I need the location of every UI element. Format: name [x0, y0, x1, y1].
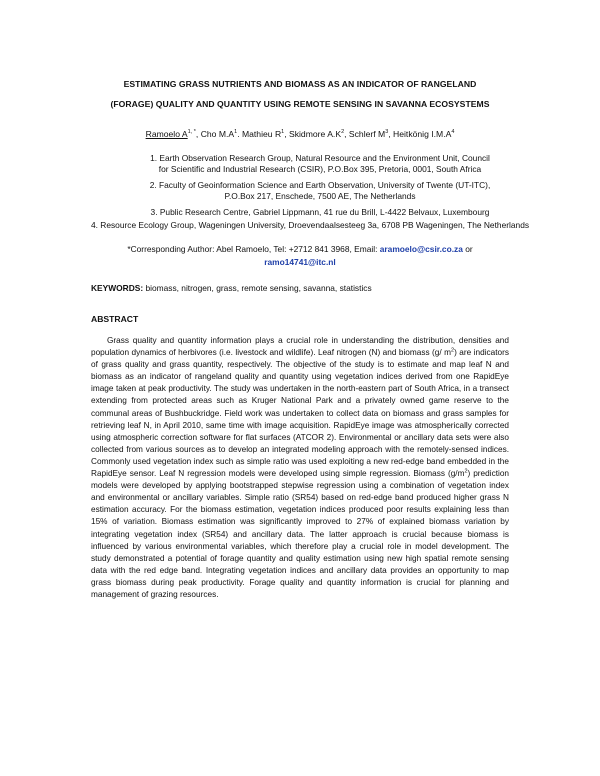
keywords-text: biomass, nitrogen, grass, remote sensing, savanna, statistics: [143, 283, 372, 293]
author-mathieu-sup: 1: [281, 129, 285, 136]
affiliation-2: 2. Faculty of Geoinformation Science and Earth Observation, University of Twente (UT-ITC), P.O.Box 217, Enschede, 7500 AE, The Netherlands: [149, 180, 491, 201]
author-mathieu: . Mathieu R: [237, 129, 282, 139]
corresponding-prefix: *Corresponding Author: Abel Ramoelo, Tel: +2712 841 3968, Email:: [127, 244, 380, 254]
author-cho-sup: 1: [234, 129, 238, 136]
abstract-sup-2: 2: [464, 468, 468, 475]
abstract-part-1: Grass quality and quantity information plays a crucial role in understanding the distribution, densities and population dynamics of herbivores (i.e. livestock and wildlife). Leaf nitrogen (N) and biomass (g/ m: [91, 336, 509, 358]
affiliation-3: 3. Public Research Centre, Gabriel Lippmann, 41 rue du Brill, L-4422 Belvaux, Luxembourg: [150, 207, 490, 217]
author-skidmore: , Skidmore A.K: [284, 129, 342, 139]
title-line-1: ESTIMATING GRASS NUTRIENTS AND BIOMASS AS AN INDICATOR OF RANGELAND: [123, 79, 477, 89]
email-link-itc[interactable]: ramo14741@itc.nl: [264, 257, 336, 267]
author-list: [60, 129, 540, 139]
abstract-part-3: ) prediction models were developed by applying bootstrapped stepwise regression using a combination of vegetation index and environmental or ancillary variables. Simple ratio (SR54) based on red-edge band produced higher grass N estimation accuracy. For the biomass estimation, vegetation indices produced poor results explaining less than 15% of variation. Biomass estimation was significantly improved to 27% of explained biomass variation by integrating vegetation index (SR54) and ancillary data. The latter approach is crucial because biomass is influenced by various environmental variables, which therefore play a crucial role in model development. The study demonstrated a potential of forage quantity and quality estimation using new high spatial remote sensing data with the red edge band. Integrating vegetation indices and ancillary data provides an opportunity to map grass biomass during peak productivity. Forage quality and quantity information is crucial for planning and management of grazing resources.: [91, 469, 509, 599]
email-link-csir[interactable]: aramoelo@csir.co.za: [379, 244, 463, 254]
affiliation-1: 1. Earth Observation Research Group, Natural Resource and the Environment Unit, Council for Scientific and Industrial Research (CSIR), P.O.Box 395, Pretoria, 0001, South Africa: [150, 153, 490, 174]
title-line-2: (FORAGE) QUALITY AND QUANTITY USING REMOTE SENSING IN SAVANNA ECOSYSTEMS: [110, 99, 490, 109]
abstract-body: [91, 335, 509, 601]
corresponding-author: [60, 243, 540, 269]
abstract-part-2: ) are indicators of grass quality and grass quantity, respectively. The objective of the study is to estimate and map leaf N and biomass as an indicator of rangeland quality and quantity using vegetation indices derived from one RapidEye image taken at peak productivity. The study was undertaken in the north-eastern part of South Africa, in a transect extending from protected areas such as Kruger National Park and a privately owned game reserve to the communal areas of Bushbuckridge. Field work was undertaken to collect data on biomass and grass samples for retrieving leaf N, in April 2010, same time with image acquisition. RapidEye image was atmospherically corrected using atmospheric correction software for flat surfaces (ATCOR 2). Environmental or ancillary data sets were also collected from various sources as to develop an integrated modeling approach with the remotely-sensed indices. Commonly used vegetation index such as simple ratio was used exploiting a new red-edge band embedded in the RapidEye sensor. Leaf N regression models were developed using simple regression. Biomass (g/m: [91, 348, 509, 479]
corresponding-or: or: [462, 244, 473, 254]
keywords-label: KEYWORDS:: [91, 283, 144, 293]
lead-author: Ramoelo A: [145, 129, 188, 139]
lead-author-sup: 1, *: [187, 129, 196, 136]
author-schlerf: , Schlerf M: [344, 129, 386, 139]
affiliation-4: 4. Resource Ecology Group, Wageningen University, Droevendaalsesteeg 3a, 6708 PB Wageningen, The Netherlands: [90, 220, 530, 230]
author-heitkonig-sup: 4: [451, 129, 455, 136]
author-heitkonig: , Heitkönig I.M.A: [388, 129, 452, 139]
author-schlerf-sup: 3: [385, 129, 389, 136]
abstract-sup-1: 2: [451, 347, 455, 354]
author-cho: , Cho M.A: [195, 129, 235, 139]
author-skidmore-sup: 2: [341, 129, 345, 136]
keywords-line: [91, 283, 372, 293]
abstract-heading: ABSTRACT: [91, 314, 139, 324]
